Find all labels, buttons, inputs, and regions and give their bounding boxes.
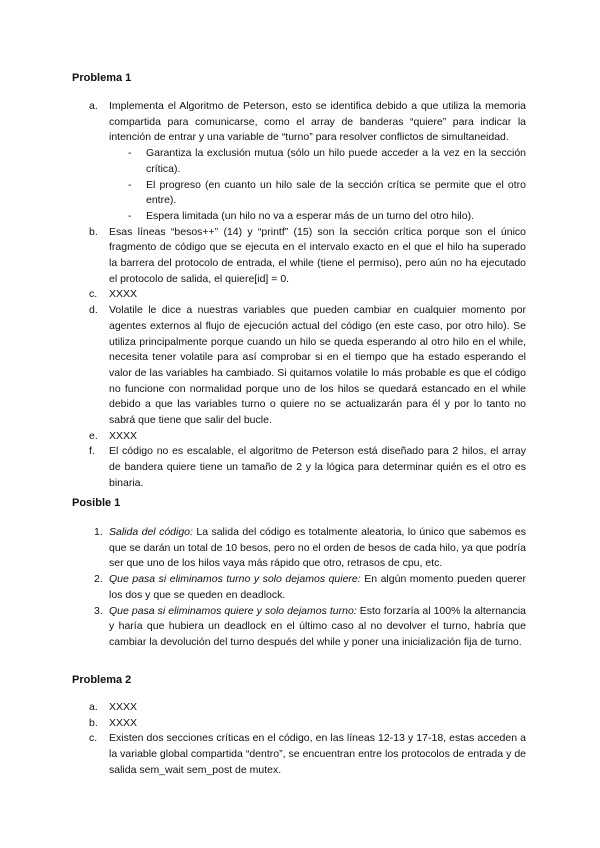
- sub-list-item: [109, 209, 526, 225]
- problema-1-list: [72, 99, 526, 492]
- item-text: Implementa el Algoritmo de Peterson, esto se identifica debido a que utiliza la memoria compartida para comunicarse, como el array de banderas “quiere” para indicar la intención de entrar y una variable de “turno” para resolver conflictos de simultaneidad.: [109, 100, 526, 144]
- list-item: [72, 572, 526, 603]
- item-lead: Que pasa si eliminamos turno y solo dejamos quiere:: [109, 573, 361, 586]
- list-item: [72, 525, 526, 572]
- item-text: La salida del código es totalmente aleatoria, lo único que sabemos es que se darán un total de 10 besos, pero no el orden de besos de cada hilo, ya que podría ser que uno de los hilos vaya más rápido que otro, retrasos de cpu, etc.: [109, 526, 526, 570]
- item-text: Volatile le dice a nuestras variables que pueden cambiar en cualquier momento por agentes externos al flujo de ejecución actual del código (en este caso, por otro hilo). Se utiliza principalmente porque cuando un hilo se queda esperando al otro hilo en el while, necesita tener volatile para así comprobar si en el tiempo que ha estado esperando el valor de las variables ha cambiado. Si quitamos volatile lo más probable es que el código no funcione con normalidad porque uno de los hilos se quedará estancado en el while debido a que las variables turno o quiere no se actualizarán para él y por lo tanto no sabrá que tiene que salir del bucle.: [109, 304, 526, 427]
- posible-1-list: [72, 525, 526, 651]
- item-marker: b.: [89, 716, 98, 729]
- dash-bullet: -: [128, 147, 132, 160]
- dash-bullet: -: [128, 209, 132, 222]
- sub-item-text: El progreso (en cuanto un hilo sale de la sección crítica se permite que el otro entre).: [146, 178, 526, 207]
- section-title-problema-2: Problema 2: [72, 674, 132, 686]
- item-marker: c.: [89, 288, 98, 301]
- sub-item-text: Garantiza la exclusión mutua (sólo un hilo puede acceder a la vez en la sección crítica).: [146, 147, 526, 175]
- item-text: XXXX: [109, 288, 138, 301]
- item-marker: d.: [89, 304, 98, 317]
- item-text: XXXX: [109, 716, 138, 729]
- item-marker: c.: [89, 732, 98, 745]
- item-text: Esto forzaría al 100% la alternancia y haría que hubiera un deadlock en el último caso al no devolver el turno, habría que cambiar la devolución del turno después del while y poner una inicialización fija de turno.: [109, 604, 527, 648]
- item-text: Esas líneas “besos++” (14) y “printf” (15) son la sección crítica porque son el único fragmento de código que se ejecuta en el intervalo exacto en el que el hilo ha superado la barrera del protocolo de entrada, el while (tiene el permiso), pero aún no ha ejecutado el protocolo de salida, el quiere[id] = 0.: [109, 225, 526, 285]
- item-marker: 2.: [94, 573, 103, 586]
- item-text: En algún momento pueden querer los dos y que se queden en deadlock.: [109, 573, 527, 601]
- list-item: [72, 99, 526, 225]
- item-marker: e.: [89, 429, 98, 442]
- dash-bullet: -: [128, 178, 132, 191]
- sub-list-item: [109, 178, 526, 209]
- list-item: [72, 700, 526, 716]
- list-item: [72, 287, 526, 303]
- list-item: [72, 429, 526, 445]
- item-lead: Salida del código:: [109, 526, 193, 538]
- list-item: [72, 303, 526, 429]
- item-text: Existen dos secciones críticas en el código, en las líneas 12-13 y 17-18, estas acceden a la variable global compartida “dentro”, se encuentran entre los protocolos de entrada y de salida sem_wait sem_post de mutex.: [109, 732, 526, 776]
- list-item: [72, 731, 526, 778]
- item-marker: a.: [89, 701, 98, 713]
- item-marker: f.: [89, 445, 95, 458]
- item-text: XXXX: [109, 429, 138, 442]
- sub-item-text: Espera limitada (un hilo no va a esperar más de un turno del otro hilo).: [146, 209, 475, 222]
- item-marker: 1.: [94, 526, 103, 538]
- item-lead: Que pasa si eliminamos quiere y solo dejamos turno:: [109, 604, 357, 617]
- item-marker: b.: [89, 225, 98, 238]
- item-marker: a.: [89, 100, 98, 112]
- sub-list: [109, 146, 526, 225]
- list-item: [72, 225, 526, 288]
- list-item: [72, 604, 526, 651]
- section-title-posible-1: Posible 1: [72, 497, 121, 509]
- item-marker: 3.: [94, 604, 103, 617]
- list-item: [72, 444, 526, 491]
- item-text: El código no es escalable, el algoritmo de Peterson está diseñado para 2 hilos, el array de bandera quiere tiene un tamaño de 2 y la lógica para determinar quién es el otro es binaria.: [109, 445, 526, 489]
- section-title-problema-1: Problema 1: [72, 72, 132, 84]
- list-item: [72, 716, 526, 732]
- item-text: XXXX: [109, 701, 138, 713]
- sub-list-item: [109, 146, 526, 177]
- problema-2-list: [72, 700, 526, 779]
